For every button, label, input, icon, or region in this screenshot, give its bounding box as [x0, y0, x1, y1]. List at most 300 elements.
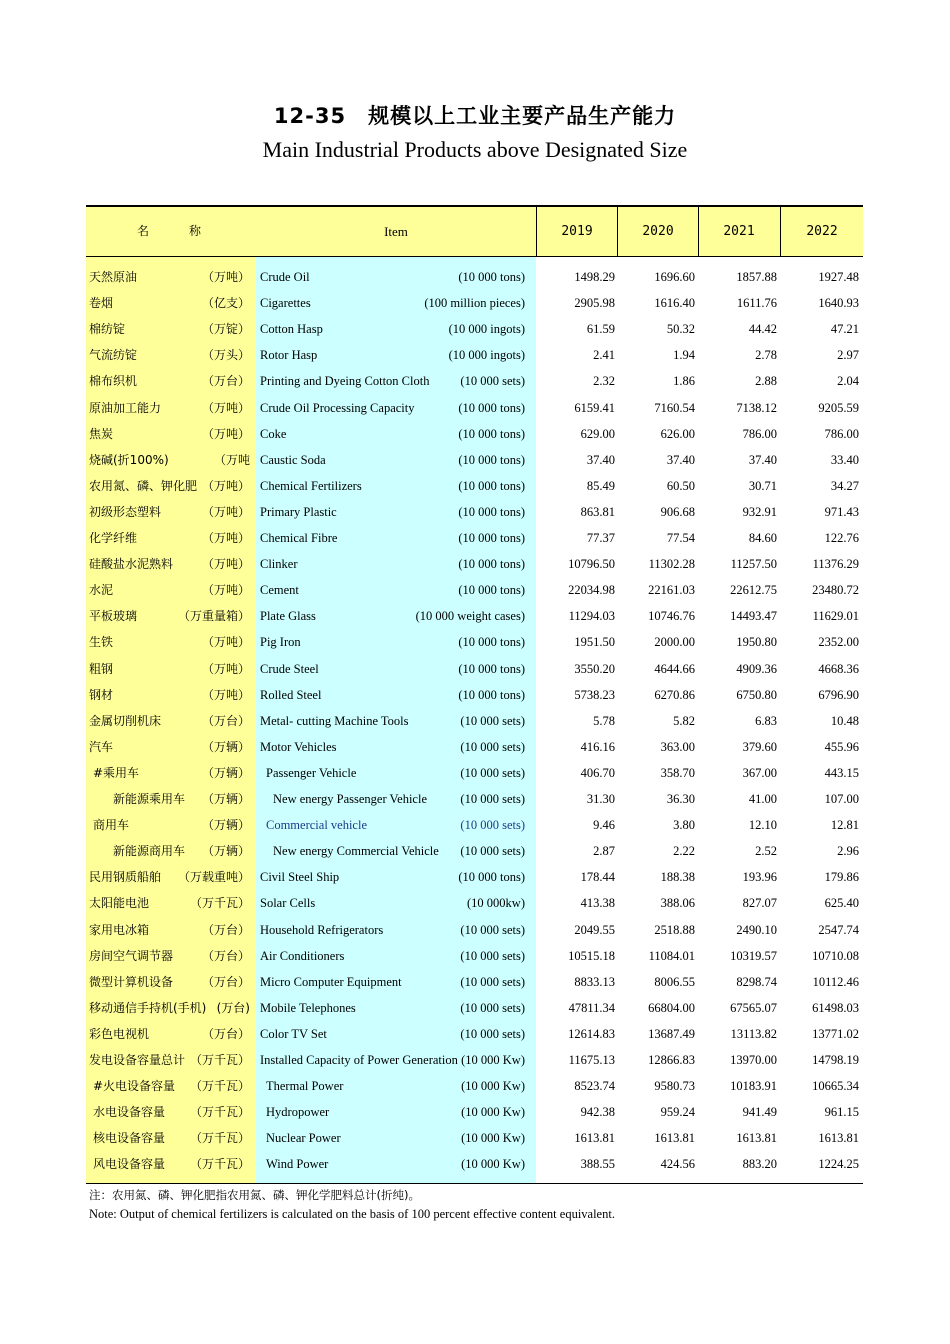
row-item-en: Micro Computer Equipment [260, 974, 402, 989]
row-value-2020: 424.56 [660, 1157, 695, 1172]
row-value-2019: 10515.18 [568, 948, 615, 963]
row-unit-cn: （万吨） [201, 583, 250, 598]
row-value-2021: 941.49 [742, 1105, 777, 1120]
row-value-2019: 1613.81 [574, 1131, 615, 1146]
table-row [86, 943, 863, 969]
row-unit-cn: （万吨 [213, 452, 250, 467]
row-value-2020: 1.86 [673, 374, 695, 389]
row-unit-en: (100 million pieces) [424, 296, 525, 311]
row-item-en: Cigarettes [260, 296, 311, 311]
row-value-2022: 10.48 [830, 713, 859, 728]
row-unit-cn: （万千瓦） [189, 1157, 250, 1172]
table-row [86, 864, 863, 890]
row-value-2020: 4644.66 [654, 661, 695, 676]
row-value-2021: 4909.36 [736, 661, 777, 676]
row-item-en: Printing and Dyeing Cotton Cloth [260, 374, 430, 389]
row-value-2022: 10112.46 [812, 974, 859, 989]
header-year-2022: 2022 [780, 207, 863, 256]
row-value-2020: 8006.55 [654, 974, 695, 989]
row-value-2022: 625.40 [824, 896, 859, 911]
row-value-2021: 2.52 [755, 844, 777, 859]
table-row [86, 603, 863, 629]
row-value-2021: 6.83 [755, 713, 777, 728]
row-value-2021: 30.71 [748, 478, 777, 493]
table-row [86, 786, 863, 812]
table-row [86, 760, 863, 786]
row-name-cn: 生铁 [89, 635, 114, 650]
table-row [86, 525, 863, 551]
table-row [86, 708, 863, 734]
row-unit-en: (10 000 sets) [460, 374, 525, 389]
row-value-2020: 188.38 [660, 870, 695, 885]
row-value-2021: 10183.91 [730, 1079, 777, 1094]
row-item-en: Crude Steel [260, 661, 319, 676]
row-value-2021: 41.00 [748, 792, 777, 806]
row-value-2020: 50.32 [666, 322, 695, 337]
row-value-2019: 77.37 [586, 531, 615, 545]
row-value-2021: 1950.80 [736, 635, 777, 650]
row-value-2019: 406.70 [580, 765, 615, 780]
row-item-en: Motor Vehicles [260, 739, 337, 754]
row-unit-en: (10 000 weight cases) [415, 609, 525, 624]
row-name-cn: 太阳能电池 [89, 896, 150, 911]
row-value-2020: 2518.88 [654, 922, 695, 937]
row-unit-cn: （万辆） [201, 765, 250, 780]
row-value-2019: 31.30 [586, 792, 615, 806]
row-name-cn: 商用车 [93, 818, 130, 833]
row-unit-cn: （万台） [201, 922, 250, 937]
row-value-2019: 388.55 [580, 1157, 615, 1172]
row-unit-cn: （万吨） [201, 687, 250, 702]
row-unit-en: (10 000 sets) [460, 818, 525, 833]
row-name-cn: 农用氮、磷、钾化肥 [89, 478, 198, 493]
table-row [86, 1125, 863, 1151]
row-value-2022: 61498.03 [812, 1000, 859, 1015]
row-item-en: Chemical Fertilizers [260, 478, 362, 493]
row-name-cn: 烧碱(折100%) [89, 452, 169, 467]
row-value-2022: 2.96 [837, 844, 859, 859]
row-value-2020: 358.70 [660, 765, 695, 780]
table-row [86, 917, 863, 943]
row-value-2021: 827.07 [742, 896, 777, 911]
table-row [86, 995, 863, 1021]
row-value-2020: 11084.01 [648, 948, 695, 963]
row-item-en: Wind Power [266, 1157, 329, 1172]
row-value-2019: 416.16 [580, 739, 615, 754]
header-year-2021: 2021 [698, 207, 779, 256]
row-value-2019: 22034.98 [568, 583, 615, 598]
row-value-2020: 36.30 [666, 792, 695, 806]
row-value-2020: 363.00 [660, 739, 695, 754]
row-item-en: Thermal Power [266, 1079, 344, 1094]
row-value-2022: 107.00 [824, 792, 859, 806]
row-value-2020: 959.24 [660, 1105, 695, 1120]
row-unit-cn: （万载重吨） [177, 870, 250, 885]
row-value-2020: 5.82 [673, 713, 695, 728]
row-unit-cn: （万千瓦） [189, 1079, 250, 1094]
row-name-cn: 焦炭 [89, 426, 114, 441]
row-name-cn: 房间空气调节器 [89, 948, 174, 963]
row-item-en: New energy Commercial Vehicle [273, 844, 439, 859]
row-value-2022: 4668.36 [818, 661, 859, 676]
row-unit-cn: （万辆） [201, 844, 250, 859]
row-value-2019: 12614.83 [568, 1026, 615, 1041]
row-value-2019: 8833.13 [574, 974, 615, 989]
row-value-2019: 863.81 [580, 504, 615, 519]
row-unit-cn: （万重量箱） [177, 609, 250, 624]
table-row [86, 264, 863, 290]
table-row [86, 577, 863, 603]
row-value-2022: 12.81 [830, 818, 859, 833]
row-unit-cn: （万锭） [201, 322, 250, 337]
table-row [86, 1151, 863, 1177]
row-unit-en: (10 000 sets) [460, 792, 525, 806]
row-value-2021: 6750.80 [736, 687, 777, 702]
row-value-2020: 12866.83 [648, 1053, 695, 1067]
row-name-cn: 天然原油 [89, 270, 138, 284]
row-value-2022: 455.96 [824, 739, 859, 754]
row-value-2021: 84.60 [748, 531, 777, 545]
row-unit-en: (10 000 sets) [460, 1000, 525, 1015]
row-value-2020: 906.68 [660, 504, 695, 519]
row-value-2022: 11376.29 [812, 557, 859, 572]
row-item-en: Hydropower [266, 1105, 330, 1120]
table-number: 12-35 [273, 104, 347, 128]
row-value-2020: 388.06 [660, 896, 695, 911]
table-row [86, 473, 863, 499]
table-row [86, 1021, 863, 1047]
row-value-2019: 85.49 [586, 478, 615, 493]
row-value-2021: 14493.47 [730, 609, 777, 624]
row-unit-cn: （万吨） [201, 635, 250, 650]
row-unit-cn: （万台） [201, 948, 250, 963]
row-unit-en: (10 000 tons) [458, 426, 525, 441]
row-value-2019: 2.41 [593, 348, 615, 363]
row-value-2021: 932.91 [742, 504, 777, 519]
row-value-2021: 13970.00 [730, 1053, 777, 1067]
row-value-2021: 37.40 [748, 452, 777, 467]
row-value-2019: 8523.74 [574, 1079, 615, 1094]
row-value-2019: 2.87 [593, 844, 615, 859]
row-name-cn: 发电设备容量总计 [89, 1053, 186, 1067]
row-unit-en: (10 000 tons) [458, 557, 525, 572]
row-item-en: Chemical Fibre [260, 531, 338, 545]
row-value-2020: 1696.60 [654, 270, 695, 284]
table-header [86, 207, 863, 257]
row-unit-cn: （万吨） [201, 661, 250, 676]
row-unit-en: (10 000 sets) [460, 765, 525, 780]
row-unit-en: (10 000 tons) [458, 452, 525, 467]
row-name-cn: 硅酸盐水泥熟料 [89, 557, 174, 572]
row-value-2021: 883.20 [742, 1157, 777, 1172]
row-value-2021: 786.00 [742, 426, 777, 441]
row-value-2022: 971.43 [824, 504, 859, 519]
row-unit-en: (10 000 Kw) [461, 1053, 525, 1067]
row-name-cn: 金属切削机床 [89, 713, 162, 728]
row-name-cn: 粗钢 [89, 661, 114, 676]
row-value-2021: 22612.75 [730, 583, 777, 598]
header-year-2020: 2020 [617, 207, 698, 256]
row-unit-cn: （万千瓦） [189, 1053, 250, 1067]
table-row [86, 395, 863, 421]
row-name-cn: 棉纺锭 [89, 322, 126, 337]
row-value-2021: 8298.74 [736, 974, 777, 989]
row-item-en: Household Refrigerators [260, 922, 384, 937]
row-value-2020: 1613.81 [654, 1131, 695, 1146]
row-value-2020: 3.80 [673, 818, 695, 833]
row-value-2021: 193.96 [742, 870, 777, 885]
row-name-cn: 核电设备容量 [93, 1131, 166, 1146]
row-value-2022: 34.27 [830, 478, 859, 493]
row-value-2019: 413.38 [580, 896, 615, 911]
table-row [86, 1073, 863, 1099]
row-unit-cn: （万吨） [201, 557, 250, 572]
row-unit-en: (10 000 tons) [458, 504, 525, 519]
table-row [86, 629, 863, 655]
row-value-2021: 2.78 [755, 348, 777, 363]
row-unit-cn: （万辆） [201, 792, 250, 806]
row-unit-en: (10 000kw) [467, 896, 525, 911]
row-value-2022: 9205.59 [818, 400, 859, 415]
row-value-2021: 1857.88 [736, 270, 777, 284]
row-unit-en: (10 000 Kw) [461, 1157, 525, 1172]
row-value-2022: 14798.19 [812, 1053, 859, 1067]
row-unit-cn: （万千瓦） [189, 1105, 250, 1120]
row-unit-en: (10 000 Kw) [461, 1105, 525, 1120]
row-unit-en: (10 000 tons) [458, 870, 525, 885]
row-unit-en: (10 000 ingots) [448, 348, 525, 363]
row-value-2020: 6270.86 [654, 687, 695, 702]
row-unit-cn: （万千瓦） [189, 1131, 250, 1146]
row-name-cn: 家用电冰箱 [89, 922, 150, 937]
row-value-2020: 37.40 [666, 452, 695, 467]
row-name-cn: 化学纤维 [89, 531, 138, 545]
row-value-2022: 1640.93 [818, 296, 859, 311]
row-item-en: Air Conditioners [260, 948, 345, 963]
row-value-2020: 22161.03 [648, 583, 695, 598]
table-row [86, 969, 863, 995]
row-name-cn: 新能源乘用车 [113, 792, 186, 806]
table-row [86, 499, 863, 525]
row-value-2022: 2.04 [837, 374, 859, 389]
row-value-2021: 2.88 [755, 374, 777, 389]
row-name-cn: 卷烟 [89, 296, 114, 311]
row-value-2019: 47811.34 [568, 1000, 615, 1015]
row-value-2019: 2905.98 [574, 296, 615, 311]
row-unit-en: (10 000 sets) [460, 1026, 525, 1041]
table-row [86, 421, 863, 447]
row-value-2020: 11302.28 [648, 557, 695, 572]
row-value-2020: 66804.00 [648, 1000, 695, 1015]
row-unit-en: (10 000 sets) [460, 948, 525, 963]
row-value-2020: 13687.49 [648, 1026, 695, 1041]
row-name-cn: 汽车 [89, 739, 114, 754]
header-item: Item [384, 224, 408, 239]
table-row [86, 1047, 863, 1073]
row-value-2021: 2490.10 [736, 922, 777, 937]
row-value-2022: 10665.34 [812, 1079, 859, 1094]
row-value-2020: 7160.54 [654, 400, 695, 415]
row-unit-en: (10 000 tons) [458, 400, 525, 415]
table-row [86, 1099, 863, 1125]
row-item-en: Primary Plastic [260, 504, 337, 519]
row-value-2022: 23480.72 [812, 583, 859, 598]
row-name-cn: 新能源商用车 [113, 844, 186, 859]
row-name-cn: 原油加工能力 [89, 400, 162, 415]
row-item-en: Plate Glass [260, 609, 316, 624]
page-title-cn [0, 100, 950, 130]
row-value-2019: 5738.23 [574, 687, 615, 702]
row-unit-cn: （万头） [201, 348, 250, 363]
row-item-en: Commercial vehicle [266, 818, 368, 833]
table-row [86, 447, 863, 473]
table-row [86, 290, 863, 316]
row-name-cn: 平板玻璃 [89, 609, 138, 624]
row-value-2019: 2049.55 [574, 922, 615, 937]
row-value-2022: 2547.74 [818, 922, 859, 937]
row-value-2019: 6159.41 [574, 400, 615, 415]
row-value-2019: 37.40 [586, 452, 615, 467]
row-unit-en: (10 000 sets) [460, 713, 525, 728]
row-value-2021: 11257.50 [730, 557, 777, 572]
row-unit-cn: （万吨） [201, 478, 250, 493]
row-name-cn: 移动通信手持机(手机) [89, 1000, 207, 1015]
row-item-en: Crude Oil [260, 270, 310, 284]
row-item-en: Rolled Steel [260, 687, 322, 702]
row-item-en: New energy Passenger Vehicle [273, 792, 428, 806]
row-value-2022: 961.15 [824, 1105, 859, 1120]
row-value-2019: 942.38 [580, 1105, 615, 1120]
row-item-en: Pig Iron [260, 635, 301, 650]
row-value-2019: 1498.29 [574, 270, 615, 284]
row-value-2019: 61.59 [586, 322, 615, 337]
title-cn-text: 规模以上工业主要产品生产能力 [368, 104, 677, 128]
row-item-en: Crude Oil Processing Capacity [260, 400, 415, 415]
row-value-2019: 1951.50 [574, 635, 615, 650]
note-en: Note: Output of chemical fertilizers is calculated on the basis of 100 percent effective content equivalent. [89, 1207, 615, 1221]
table-row [86, 890, 863, 916]
table-row [86, 656, 863, 682]
header-cn-name: 名称 [136, 224, 241, 238]
row-name-cn: 民用钢质船舶 [89, 870, 162, 885]
row-value-2021: 1613.81 [736, 1131, 777, 1146]
row-unit-cn: （万辆） [201, 739, 250, 754]
row-value-2020: 626.00 [660, 426, 695, 441]
row-value-2019: 11675.13 [568, 1053, 615, 1067]
row-unit-cn: （万吨） [201, 426, 250, 441]
row-unit-en: (10 000 sets) [460, 922, 525, 937]
row-value-2021: 7138.12 [736, 400, 777, 415]
row-item-en: Mobile Telephones [260, 1000, 356, 1015]
row-value-2020: 2.22 [673, 844, 695, 859]
table-row [86, 368, 863, 394]
row-unit-cn: （万吨） [201, 531, 250, 545]
row-unit-en: (10 000 tons) [458, 478, 525, 493]
row-value-2021: 1611.76 [736, 296, 777, 311]
table-row [86, 316, 863, 342]
note-cn: 注：农用氮、磷、钾化肥指农用氮、磷、钾化学肥料总计(折纯)。 [89, 1188, 420, 1202]
row-name-cn: #火电设备容量 [93, 1079, 176, 1094]
row-item-en: Nuclear Power [266, 1131, 341, 1146]
row-value-2019: 2.32 [593, 374, 615, 389]
row-value-2021: 12.10 [748, 818, 777, 833]
table-row [86, 342, 863, 368]
row-value-2021: 379.60 [742, 739, 777, 754]
row-value-2020: 77.54 [666, 531, 695, 545]
row-name-cn: 水泥 [89, 583, 114, 598]
row-name-cn: 棉布织机 [89, 374, 138, 389]
page-title-en: Main Industrial Products above Designated Size [262, 137, 688, 162]
row-item-en: Cement [260, 583, 299, 598]
row-value-2021: 44.42 [748, 322, 777, 337]
row-unit-cn: （万吨） [201, 504, 250, 519]
row-value-2020: 60.50 [666, 478, 695, 493]
row-name-cn: #乘用车 [93, 765, 140, 780]
row-unit-cn: （万吨） [201, 400, 250, 415]
row-unit-cn: （万台） [201, 374, 250, 389]
row-value-2019: 10796.50 [568, 557, 615, 572]
row-value-2021: 67565.07 [730, 1000, 777, 1015]
row-value-2019: 3550.20 [574, 661, 615, 676]
row-unit-cn: （万台） [201, 974, 250, 989]
row-unit-en: (10 000 tons) [458, 531, 525, 545]
row-unit-cn: （万台） [201, 1026, 250, 1041]
row-unit-en: (10 000 tons) [458, 661, 525, 676]
row-value-2019: 9.46 [593, 818, 615, 833]
row-value-2022: 2.97 [837, 348, 859, 363]
row-value-2022: 33.40 [830, 452, 859, 467]
row-value-2022: 10710.08 [812, 948, 859, 963]
row-value-2022: 11629.01 [812, 609, 859, 624]
row-value-2020: 2000.00 [654, 635, 695, 650]
row-unit-en: (10 000 tons) [458, 270, 525, 284]
row-unit-cn: (万台) [216, 1000, 250, 1015]
row-value-2020: 1616.40 [654, 296, 695, 311]
row-value-2019: 629.00 [580, 426, 615, 441]
row-value-2021: 13113.82 [730, 1026, 777, 1041]
row-unit-en: (10 000 tons) [458, 687, 525, 702]
row-value-2022: 179.86 [824, 870, 859, 885]
row-unit-en: (10 000 Kw) [461, 1131, 525, 1146]
row-name-cn: 彩色电视机 [89, 1026, 150, 1041]
row-name-cn: 水电设备容量 [93, 1105, 166, 1120]
row-value-2019: 5.78 [593, 713, 615, 728]
table-row [86, 682, 863, 708]
row-item-en: Passenger Vehicle [266, 765, 357, 780]
row-item-en: Clinker [260, 557, 298, 572]
row-value-2022: 1613.81 [818, 1131, 859, 1146]
table-row [86, 734, 863, 760]
row-item-en: Caustic Soda [260, 452, 326, 467]
row-value-2021: 10319.57 [730, 948, 777, 963]
row-name-cn: 钢材 [89, 687, 114, 702]
row-value-2022: 6796.90 [818, 687, 859, 702]
row-unit-en: (10 000 sets) [460, 739, 525, 754]
row-value-2019: 178.44 [580, 870, 615, 885]
row-value-2020: 10746.76 [648, 609, 695, 624]
row-unit-en: (10 000 sets) [460, 974, 525, 989]
row-unit-cn: （万台） [201, 713, 250, 728]
row-value-2022: 1927.48 [818, 270, 859, 284]
row-value-2020: 1.94 [673, 348, 695, 363]
row-unit-en: (10 000 ingots) [448, 322, 525, 337]
row-value-2022: 47.21 [830, 322, 859, 337]
header-year-2019: 2019 [536, 207, 617, 256]
row-unit-cn: （万千瓦） [189, 896, 250, 911]
row-unit-en: (10 000 tons) [458, 583, 525, 598]
row-item-en: Solar Cells [260, 896, 316, 911]
row-unit-en: (10 000 tons) [458, 635, 525, 650]
